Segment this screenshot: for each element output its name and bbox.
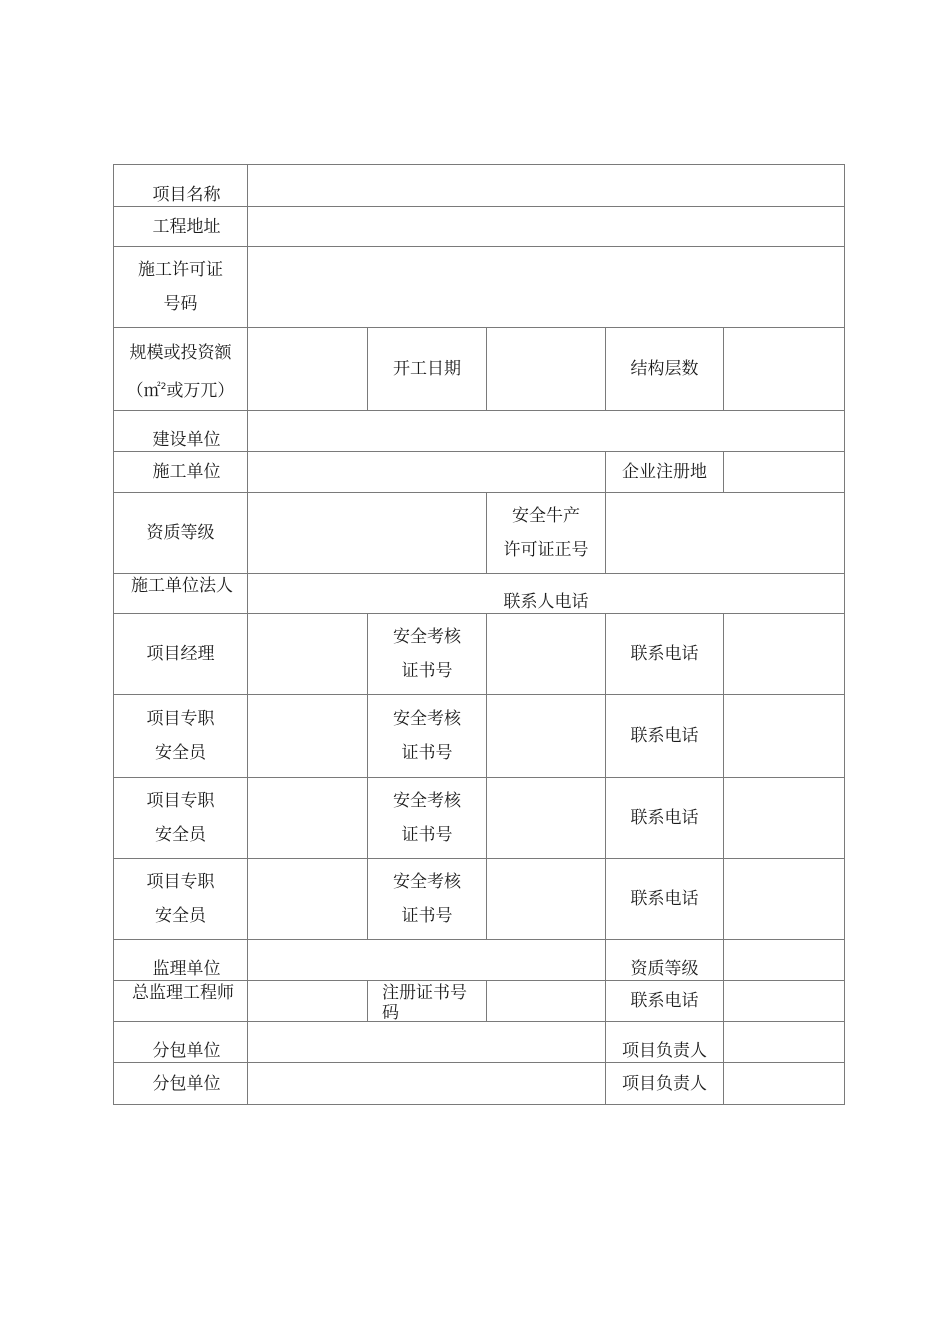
start-date-field[interactable]	[487, 328, 605, 410]
registered-place-label: 企业注册地	[622, 462, 707, 482]
project-address-label: 工程地址	[152, 216, 221, 237]
legal-rep-field[interactable]	[248, 574, 486, 613]
permit-number-field[interactable]	[248, 247, 844, 327]
project-name-label: 项目名称	[152, 185, 221, 205]
person-in-charge-field[interactable]	[724, 1063, 844, 1104]
chief-supervisor-label: 总监理工程师	[132, 983, 234, 1003]
safety-officer-field[interactable]	[248, 859, 367, 939]
reg-cert-label: 注册证书号码	[382, 983, 467, 1021]
contact-phone-label: 联系电话	[630, 991, 699, 1011]
project-address-field[interactable]	[248, 207, 844, 246]
legal-rep-label: 施工单位法人	[131, 576, 233, 596]
chief-supervisor-field[interactable]	[248, 981, 367, 1021]
project-manager-field[interactable]	[248, 614, 367, 694]
safety-cert-label: 安全考核 证书号	[393, 627, 461, 681]
structure-floors-field[interactable]	[724, 328, 844, 410]
subcontractor-field[interactable]	[248, 1063, 605, 1104]
contact-phone-label: 联系电话	[630, 644, 699, 664]
supervision-unit-field[interactable]	[248, 940, 605, 980]
scale-field[interactable]	[248, 328, 367, 410]
person-in-charge-field[interactable]	[724, 1022, 844, 1062]
contact-phone-label: 联系电话	[630, 808, 699, 828]
safety-officer-label: 项目专职 安全员	[146, 709, 215, 763]
safety-license-field[interactable]	[606, 493, 844, 573]
contact-phone-label: 联系人电话	[503, 592, 589, 612]
safety-officer-label: 项目专职 安全员	[146, 872, 215, 926]
project-manager-label: 项目经理	[146, 644, 215, 664]
qualification-label: 资质等级	[146, 523, 215, 543]
subcontractor-field[interactable]	[248, 1022, 605, 1062]
safety-officer-field[interactable]	[248, 695, 367, 777]
qualification-field[interactable]	[248, 493, 486, 573]
supervision-qualification-label: 资质等级	[630, 959, 699, 979]
structure-floors-label: 结构层数	[630, 359, 699, 379]
permit-number-label: 施工许可证 号码	[138, 260, 223, 314]
subcontractor-label: 分包单位	[152, 1073, 221, 1094]
supervision-qualification-field[interactable]	[724, 940, 844, 980]
safety-officer-label: 项目专职 安全员	[146, 791, 215, 845]
safety-cert-label: 安全考核 证书号	[393, 791, 461, 845]
contact-phone-field[interactable]	[724, 778, 844, 858]
contact-phone-label: 联系电话	[630, 726, 699, 746]
safety-cert-field[interactable]	[487, 614, 605, 694]
contractor-unit-label: 施工单位	[152, 462, 221, 482]
contact-phone-field[interactable]	[724, 695, 844, 777]
contractor-unit-field[interactable]	[248, 452, 605, 492]
safety-cert-field[interactable]	[487, 695, 605, 777]
safety-cert-field[interactable]	[487, 859, 605, 939]
safety-cert-field[interactable]	[487, 778, 605, 858]
safety-officer-field[interactable]	[248, 778, 367, 858]
owner-unit-label: 建设单位	[152, 430, 221, 450]
contact-phone-field[interactable]	[724, 981, 844, 1021]
registered-place-field[interactable]	[724, 452, 844, 492]
person-in-charge-label: 项目负责人	[622, 1041, 707, 1061]
person-in-charge-label: 项目负责人	[622, 1073, 707, 1094]
contact-phone-field[interactable]	[606, 574, 844, 613]
safety-cert-label: 安全考核 证书号	[393, 872, 461, 926]
safety-cert-label: 安全考核 证书号	[393, 709, 461, 763]
supervision-unit-label: 监理单位	[152, 959, 221, 979]
reg-cert-field[interactable]	[487, 981, 605, 1021]
contact-phone-field[interactable]	[724, 859, 844, 939]
start-date-label: 开工日期	[393, 359, 461, 379]
safety-license-label: 安全牛产 许可证正号	[503, 506, 589, 560]
scale-label: 规模或投资额 （㎡$^2$或万兀）	[126, 343, 235, 401]
contact-phone-label: 联系电话	[630, 889, 699, 909]
subcontractor-label: 分包单位	[152, 1041, 221, 1061]
project-name-field[interactable]	[248, 165, 844, 206]
owner-unit-field[interactable]	[248, 411, 844, 451]
contact-phone-field[interactable]	[724, 614, 844, 694]
